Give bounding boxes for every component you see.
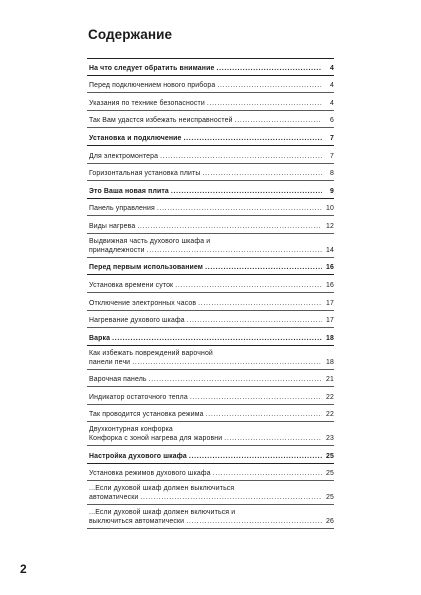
toc-entry-text: Отключение электронных часов [89, 299, 197, 307]
toc-entry-text: автоматически [89, 494, 139, 502]
dot-leader [207, 99, 322, 108]
toc-entry [87, 481, 334, 505]
toc-entry-text: Это Ваша новая плита [89, 187, 169, 195]
toc-entry-text: Конфорка с зоной нагрева для жаровни [89, 435, 223, 443]
toc-page-number: 14 [326, 246, 334, 254]
toc-page-number: 21 [326, 376, 334, 384]
toc-section-heading [87, 128, 334, 146]
toc-page-number: 22 [326, 393, 334, 401]
toc-entry-text: Нагревание духового шкафа [89, 317, 185, 325]
toc-entry [87, 234, 334, 258]
toc-entry-text: принадлежности [89, 246, 145, 254]
toc-entry-text: Так проводится установка режима [89, 411, 204, 419]
toc-entry-text: Горизонтальная установка плиты [89, 170, 201, 178]
toc-entry-text: Виды нагрева [89, 222, 136, 230]
dot-leader [112, 334, 322, 343]
toc-page-number: 16 [326, 281, 334, 289]
page-title: Содержание [88, 27, 173, 42]
dot-leader [137, 222, 322, 231]
toc-entry-text: Так Вам удастся избежать неисправностей [89, 117, 233, 125]
toc-entry-text: Перед первым использованием [89, 264, 204, 272]
toc-entry [87, 505, 334, 529]
toc-entry [87, 164, 334, 182]
toc-page-number: 4 [330, 64, 334, 72]
toc-entry-text: Для электромонтера [89, 152, 159, 160]
dot-leader [198, 299, 322, 308]
toc-entry [87, 387, 334, 405]
toc-page-number: 18 [326, 334, 334, 342]
dot-leader [235, 116, 322, 125]
toc-page-number: 17 [326, 299, 334, 307]
toc-page-number: 17 [326, 317, 334, 325]
dot-leader [132, 358, 322, 367]
page-number: 2 [20, 562, 27, 576]
toc-page-number: 6 [330, 117, 334, 125]
toc-page-number: 25 [326, 452, 334, 460]
toc-entry-text: Указания по технике безопасности [89, 99, 205, 107]
toc-entry [87, 346, 334, 370]
dot-leader [171, 187, 322, 196]
toc-page-number: 16 [326, 264, 334, 272]
toc-entry-text: Настройка духового шкафа [89, 452, 187, 460]
toc-entry [87, 422, 334, 446]
toc-entry [87, 199, 334, 217]
dot-leader [175, 281, 322, 290]
dot-leader [217, 81, 322, 90]
toc-entry-text: Перед подключением нового прибора [89, 82, 216, 90]
dot-leader [216, 64, 322, 73]
toc-entry [87, 216, 334, 234]
toc-entry [87, 93, 334, 111]
toc-page-number: 8 [330, 170, 334, 178]
toc-section-heading [87, 446, 334, 464]
toc-section-heading [87, 328, 334, 346]
toc-page-number: 18 [326, 358, 334, 366]
table-of-contents [87, 58, 334, 529]
toc-page-number: 26 [326, 517, 334, 525]
toc-section-heading [87, 58, 334, 76]
dot-leader [147, 246, 322, 255]
toc-entry-text: Выдвижная часть духового шкафа и [89, 237, 211, 245]
toc-page-number: 9 [330, 187, 334, 195]
toc-entry-text: На что следует обратить внимание [89, 64, 215, 72]
toc-entry [87, 146, 334, 164]
toc-page-number: 4 [330, 82, 334, 90]
toc-entry-text: Панель управления [89, 205, 155, 213]
toc-page-number: 22 [326, 411, 334, 419]
toc-section-heading [87, 181, 334, 199]
toc-entry-text: ...Если духовой шкаф должен включиться и [89, 508, 236, 516]
dot-leader [190, 393, 322, 402]
toc-entry-text: панели печи [89, 358, 131, 366]
toc-page-number: 25 [326, 494, 334, 502]
toc-entry-text: Установка и подключение [89, 134, 182, 142]
toc-entry [87, 370, 334, 388]
toc-page-number: 10 [326, 205, 334, 213]
toc-page-number: 7 [330, 152, 334, 160]
dot-leader [202, 169, 322, 178]
dot-leader [149, 375, 322, 384]
toc-entry-text: Двухконтурная конфорка [89, 426, 173, 434]
toc-entry [87, 293, 334, 311]
toc-entry [87, 76, 334, 94]
toc-entry [87, 275, 334, 293]
dot-leader [160, 152, 322, 161]
toc-entry [87, 311, 334, 329]
toc-entry-text: Индикатор остаточного тепла [89, 393, 188, 401]
toc-page-number: 12 [326, 222, 334, 230]
toc-entry [87, 111, 334, 129]
toc-entry [87, 405, 334, 423]
toc-page-number: 4 [330, 99, 334, 107]
dot-leader [205, 263, 322, 272]
toc-entry-text: Установка режимов духового шкафа [89, 470, 211, 478]
dot-leader [184, 134, 322, 143]
dot-leader [140, 493, 322, 502]
dot-leader [189, 452, 322, 461]
toc-entry-text: Как избежать повреждений варочной [89, 349, 213, 357]
dot-leader [224, 434, 322, 443]
toc-entry-text: выключиться автоматически [89, 517, 185, 525]
toc-entry-text: Варочная панель [89, 376, 147, 384]
toc-page-number: 23 [326, 435, 334, 443]
dot-leader [186, 517, 322, 526]
toc-section-heading [87, 258, 334, 276]
toc-page-number: 7 [330, 134, 334, 142]
toc-entry [87, 464, 334, 482]
dot-leader [157, 204, 322, 213]
dot-leader [206, 410, 322, 419]
toc-page-number: 25 [326, 470, 334, 478]
toc-entry-text: ...Если духовой шкаф должен выключиться [89, 485, 235, 493]
dot-leader [187, 316, 322, 325]
toc-entry-text: Варка [89, 334, 111, 342]
toc-entry-text: Установка времени суток [89, 281, 174, 289]
dot-leader [213, 469, 322, 478]
